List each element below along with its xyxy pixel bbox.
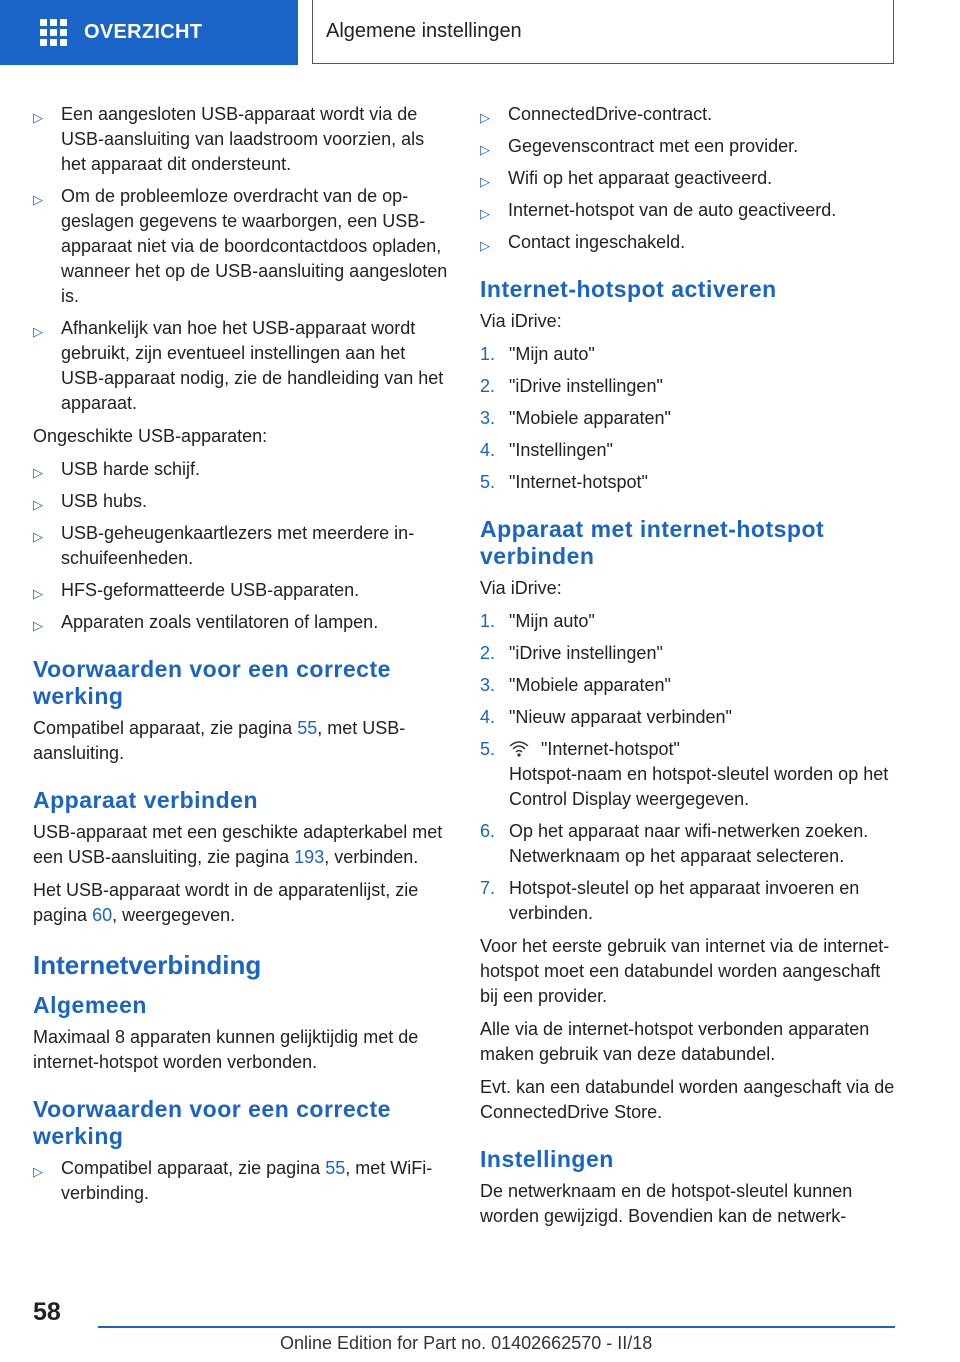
page-link-60[interactable]: 60 bbox=[92, 905, 113, 925]
bullet-list-prereq-internet bbox=[33, 1156, 451, 1206]
heading-activate-hotspot: Internet-hotspot activeren bbox=[480, 276, 777, 302]
heading-internet-connection: Internetverbinding bbox=[33, 950, 262, 980]
triangle-bullet-icon: ▷ bbox=[480, 174, 490, 189]
page-link-55[interactable]: 55 bbox=[325, 1158, 346, 1178]
page-link-55[interactable]: 55 bbox=[297, 718, 318, 738]
heading-settings: Instellingen bbox=[480, 1146, 614, 1172]
settings-text: De netwerknaam en de hotspot-sleutel kunnen worden gewijzigd. Bovendien kan de netwerk- bbox=[480, 1181, 853, 1226]
footer-divider bbox=[98, 1326, 895, 1328]
steps-activate bbox=[480, 342, 900, 495]
step-item: 3. "Mobiele apparaten" bbox=[480, 408, 671, 428]
heading-prereq-internet: Voorwaarden voor een correcte werking bbox=[33, 1096, 391, 1149]
step-item: 1. "Mijn auto" bbox=[480, 344, 595, 364]
page-link-193[interactable]: 193 bbox=[294, 847, 325, 867]
databundle-text-2: Alle via de internet-hotspot verbonden apparaten maken gebruik van deze databundel. bbox=[480, 1019, 870, 1064]
heading-general: Algemeen bbox=[33, 992, 147, 1018]
overview-button[interactable] bbox=[0, 0, 298, 65]
section-header bbox=[312, 0, 894, 64]
heading-prereq-usb: Voorwaarden voor een correcte werking bbox=[33, 656, 391, 709]
list-item: ▷ Apparaten zoals ventilatoren of lampen. bbox=[33, 612, 379, 633]
list-item: ▷ USB harde schijf. bbox=[33, 459, 201, 480]
triangle-bullet-icon: ▷ bbox=[33, 1164, 43, 1179]
list-item: ▷ ConnectedDrive-contract. bbox=[480, 104, 713, 125]
right-column bbox=[480, 102, 900, 1237]
unsuitable-intro: Ongeschikte USB-apparaten: bbox=[33, 426, 268, 446]
left-column bbox=[33, 102, 451, 1214]
list-item: ▷ USB-geheugenkaartlezers met meerdere inschuifeenheden. bbox=[33, 523, 415, 568]
wifi-icon bbox=[509, 740, 529, 758]
list-item: ▷ Om de probleemloze overdracht van de opgeslagen gegevens te waarborgen, een USB-apparaat niet via de boordcontactdoos opladen, wanneer het op de USB-aansluiting aangesloten is. bbox=[33, 186, 448, 306]
databundle-text-1: Voor het eerste gebruik van internet via de internet-hotspot moet een databundel worden aangeschaft bij een provider. bbox=[480, 936, 890, 1006]
triangle-bullet-icon: ▷ bbox=[33, 324, 43, 339]
step-item: 3. "Mobiele apparaten" bbox=[480, 675, 671, 695]
connect-text: USB-apparaat met een geschikte adapterkabel met een USB-aansluiting, zie pagina 193, verbinden. bbox=[33, 822, 443, 867]
triangle-bullet-icon: ▷ bbox=[33, 618, 43, 633]
list-item: ▷ Gegevenscontract met een provider. bbox=[480, 136, 799, 157]
bullet-list-prereq-continued bbox=[480, 102, 900, 255]
grid-icon bbox=[40, 19, 67, 46]
list-item: ▷ Internet-hotspot van de auto geactiveerd. bbox=[480, 200, 837, 221]
step-item: 4. "Instellingen" bbox=[480, 440, 613, 460]
via-idrive-2: Via iDrive: bbox=[480, 578, 562, 598]
step-item: 5. "Internet-hotspot" Hotspot-naam en hotspot-sleutel worden op het Control Display weergegeven. bbox=[480, 739, 889, 809]
footer-edition: Online Edition for Part no. 01402662570 - II/18 bbox=[280, 1333, 653, 1353]
heading-connect-device: Apparaat verbinden bbox=[33, 787, 258, 813]
list-item: ▷ Een aangesloten USB-apparaat wordt via de USB-aansluiting van laadstroom voorzien, als het apparaat dit ondersteunt. bbox=[33, 104, 425, 174]
page-number: 58 bbox=[33, 1298, 61, 1326]
list-item: ▷ USB hubs. bbox=[33, 491, 148, 512]
step-item: 2. "iDrive instellingen" bbox=[480, 643, 663, 663]
triangle-bullet-icon: ▷ bbox=[33, 497, 43, 512]
overview-label: OVERZICHT bbox=[84, 21, 203, 43]
triangle-bullet-icon: ▷ bbox=[480, 110, 490, 125]
step-item: 1. "Mijn auto" bbox=[480, 611, 595, 631]
triangle-bullet-icon: ▷ bbox=[480, 206, 490, 221]
databundle-text-3: Evt. kan een databundel worden aangeschaft via de ConnectedDrive Store. bbox=[480, 1077, 895, 1122]
step-item: 5. "Internet-hotspot" bbox=[480, 472, 648, 492]
step-item: 2. "iDrive instellingen" bbox=[480, 376, 663, 396]
triangle-bullet-icon: ▷ bbox=[480, 238, 490, 253]
step-item: 7. Hotspot-sleutel op het apparaat invoeren en verbinden. bbox=[480, 878, 860, 923]
device-list-text: Het USB-apparaat wordt in de apparatenlijst, zie pagina 60, weergegeven. bbox=[33, 880, 419, 925]
bullet-list-unsuitable bbox=[33, 457, 451, 635]
list-item: ▷ Contact ingeschakeld. bbox=[480, 232, 686, 253]
triangle-bullet-icon: ▷ bbox=[33, 586, 43, 601]
list-item: ▷ Afhankelijk van hoe het USB-apparaat wordt gebruikt, zijn eventueel instellingen aan het USB-apparaat nodig, zie de handleiding van het apparaat. bbox=[33, 318, 444, 413]
list-item: ▷ HFS-geformatteerde USB-apparaten. bbox=[33, 580, 360, 601]
triangle-bullet-icon: ▷ bbox=[33, 465, 43, 480]
section-title: Algemene instellingen bbox=[326, 20, 522, 42]
list-item: ▷ Compatibel apparaat, zie pagina 55, met WiFi-verbinding. bbox=[33, 1158, 433, 1203]
via-idrive-1: Via iDrive: bbox=[480, 311, 562, 331]
list-item: ▷ Wifi op het apparaat geactiveerd. bbox=[480, 168, 773, 189]
heading-connect-hotspot: Apparaat met internet-hotspot verbinden bbox=[480, 516, 825, 569]
step-item: 6. Op het apparaat naar wifi-netwerken zoeken. Netwerknaam op het apparaat selecteren. bbox=[480, 821, 869, 866]
bullet-list-usb-notes bbox=[33, 102, 451, 416]
triangle-bullet-icon: ▷ bbox=[33, 192, 43, 207]
steps-connect bbox=[480, 609, 900, 926]
prereq-usb-text: Compatibel apparaat, zie pagina 55, met USB-aansluiting. bbox=[33, 718, 406, 763]
triangle-bullet-icon: ▷ bbox=[33, 529, 43, 544]
triangle-bullet-icon: ▷ bbox=[33, 110, 43, 125]
general-text: Maximaal 8 apparaten kunnen gelijktijdig met de internet-hotspot worden verbonden. bbox=[33, 1027, 419, 1072]
triangle-bullet-icon: ▷ bbox=[480, 142, 490, 157]
step-item: 4. "Nieuw apparaat verbinden" bbox=[480, 707, 732, 727]
